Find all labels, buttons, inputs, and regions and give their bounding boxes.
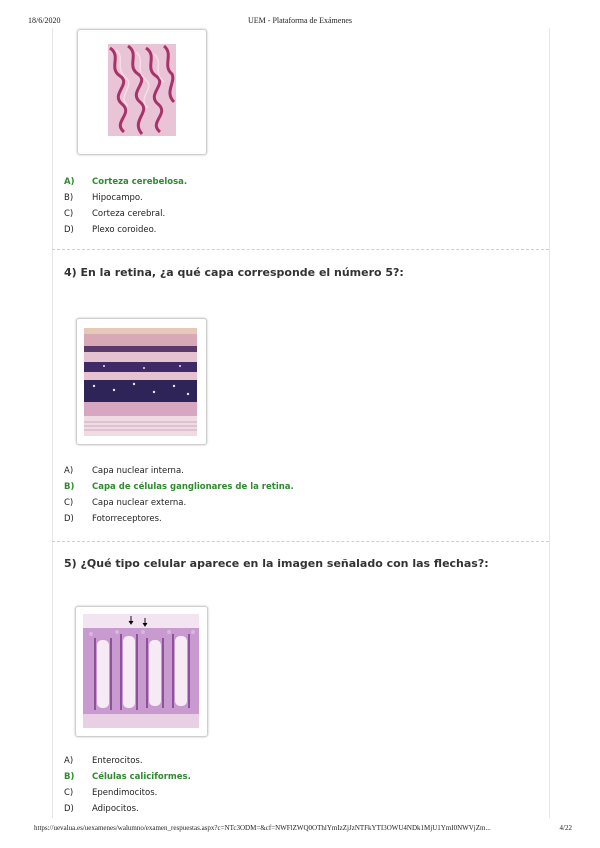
option-letter: B) [64,482,75,492]
option-text: Enterocitos. [92,756,143,766]
option-letter: D) [64,225,74,235]
option-text: Capa nuclear externa. [92,498,187,508]
option-letter: A) [64,177,75,187]
option-text: Corteza cerebral. [92,209,166,219]
page-title: UEM - Plataforma de Exámenes [248,16,352,25]
option-text: Hipocampo. [92,193,143,203]
question-divider [52,249,549,250]
print-url: https://uevalua.es/uexamenes/walumno/examen_respuestas.aspx?c=NTc3ODM=&cf=NWFlZWQ0OThlYmIzZjJzNTFkYTI3OWU4NDk1MjU1YmI0NWVjZm... [34,824,491,832]
option-letter: A) [64,756,74,766]
question3-image [77,29,207,155]
option-text: Corteza cerebelosa. [92,177,188,187]
option-text: Capa de células ganglionares de la retina. [92,482,294,492]
option-letter: B) [64,772,75,782]
option-letter: B) [64,193,74,203]
question4-image [76,318,207,445]
option-text: Capa nuclear interna. [92,466,184,476]
option-text: Ependimocitos. [92,788,158,798]
option-letter: A) [64,466,74,476]
question5-title: 5) ¿Qué tipo celular aparece en la imagen señalado con las flechas?: [64,557,489,570]
option-text: Plexo coroideo. [92,225,157,235]
question4-title: 4) En la retina, ¿a qué capa corresponde el número 5?: [64,266,404,279]
print-date: 18/6/2020 [28,16,61,25]
right-border-line [549,28,550,818]
option-letter: C) [64,498,74,508]
question-divider [52,541,549,542]
option-letter: D) [64,514,74,524]
option-text: Células caliciformes. [92,772,191,782]
page-number: 4/22 [559,824,572,832]
question5-image [75,606,208,737]
option-letter: C) [64,788,74,798]
option-letter: D) [64,804,74,814]
option-text: Fotorreceptores. [92,514,162,524]
option-letter: C) [64,209,74,219]
option-text: Adipocitos. [92,804,139,814]
left-border-line [52,28,53,818]
